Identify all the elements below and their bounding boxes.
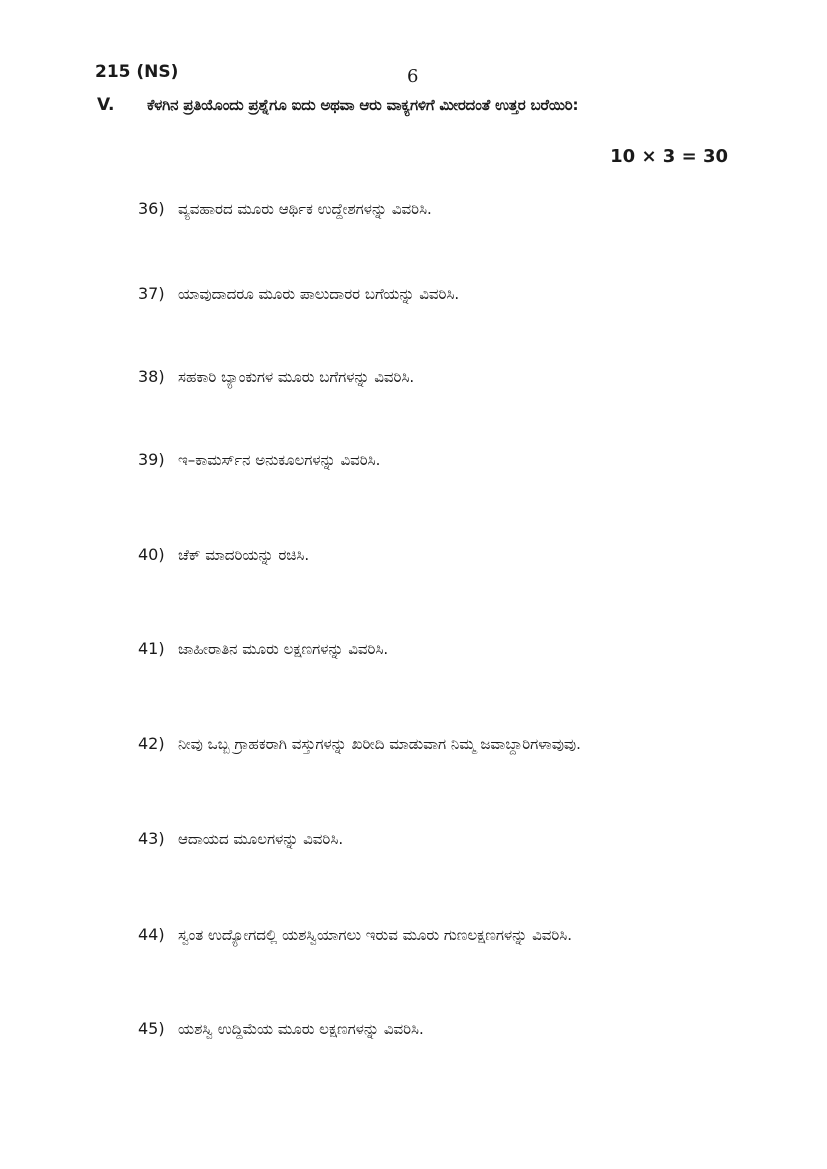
question-item bbox=[138, 734, 738, 753]
question-number: 44) bbox=[138, 925, 165, 944]
question-text: ಯಶಸ್ವಿ ಉದ್ದಿಮೆಯ ಮೂರು ಲಕ್ಷಣಗಳನ್ನು ವಿವರಿಸಿ. bbox=[178, 1020, 424, 1038]
question-number: 41) bbox=[138, 639, 165, 658]
question-number: 39) bbox=[138, 450, 165, 469]
question-item bbox=[138, 925, 738, 944]
question-text: ಆದಾಯದ ಮೂಲಗಳನ್ನು ವಿವರಿಸಿ. bbox=[178, 830, 344, 848]
question-number: 36) bbox=[138, 199, 165, 218]
question-number: 38) bbox=[138, 367, 165, 386]
question-text: ಚೆಕ್ ಮಾದರಿಯನ್ನು ರಚಿಸಿ. bbox=[178, 546, 310, 564]
question-item bbox=[138, 1019, 738, 1038]
question-text: ಸಹಕಾರಿ ಬ್ಯಾಂಕುಗಳ ಮೂರು ಬಗೆಗಳನ್ನು ವಿವರಿಸಿ. bbox=[178, 368, 415, 386]
question-item bbox=[138, 284, 738, 303]
page-number: 6 bbox=[407, 66, 419, 87]
question-number: 42) bbox=[138, 734, 165, 753]
question-number: 43) bbox=[138, 829, 165, 848]
question-item bbox=[138, 545, 738, 564]
question-text: ಜಾಹೀರಾತಿನ ಮೂರು ಲಕ್ಷಣಗಳನ್ನು ವಿವರಿಸಿ. bbox=[178, 640, 389, 658]
question-number: 40) bbox=[138, 545, 165, 564]
question-text: ಇ–ಕಾಮರ್ಸ್‌ನ ಅನುಕೂಲಗಳನ್ನು ವಿವರಿಸಿ. bbox=[178, 451, 381, 469]
paper-code: 215 (NS) bbox=[95, 62, 179, 82]
question-item bbox=[138, 829, 738, 848]
question-number: 45) bbox=[138, 1019, 165, 1038]
question-text: ನೀವು ಒಬ್ಬ ಗ್ರಾಹಕರಾಗಿ ವಸ್ತುಗಳನ್ನು ಖರೀದಿ ಮಾಡುವಾಗ ನಿಮ್ಮ ಜವಾಬ್ದಾರಿಗಳಾವುವು. bbox=[178, 735, 581, 753]
section-heading bbox=[97, 95, 737, 115]
question-item bbox=[138, 639, 738, 658]
question-item bbox=[138, 450, 738, 469]
section-number: V. bbox=[97, 95, 115, 115]
question-number: 37) bbox=[138, 284, 165, 303]
question-item bbox=[138, 199, 738, 218]
question-item bbox=[138, 367, 738, 386]
question-text: ಯಾವುದಾದರೂ ಮೂರು ಪಾಲುದಾರರ ಬಗೆಯನ್ನು ವಿವರಿಸಿ. bbox=[178, 285, 460, 303]
section-marks: 10 × 3 = 30 bbox=[610, 146, 728, 167]
section-instruction: ಕೆಳಗಿನ ಪ್ರತಿಯೊಂದು ಪ್ರಶ್ನೆಗೂ ಐದು ಅಥವಾ ಆರು ವಾಕ್ಯಗಳಿಗೆ ಮೀರದಂತೆ ಉತ್ತರ ಬರೆಯಿರಿ: bbox=[147, 96, 579, 114]
question-text: ವ್ಯವಹಾರದ ಮೂರು ಆರ್ಥಿಕ ಉದ್ದೇಶಗಳನ್ನು ವಿವರಿಸಿ. bbox=[178, 200, 432, 218]
question-text: ಸ್ವಂತ ಉದ್ಯೋಗದಲ್ಲಿ ಯಶಸ್ವಿಯಾಗಲು ಇರುವ ಮೂರು ಗುಣಲಕ್ಷಣಗಳನ್ನು ವಿವರಿಸಿ. bbox=[178, 926, 573, 944]
